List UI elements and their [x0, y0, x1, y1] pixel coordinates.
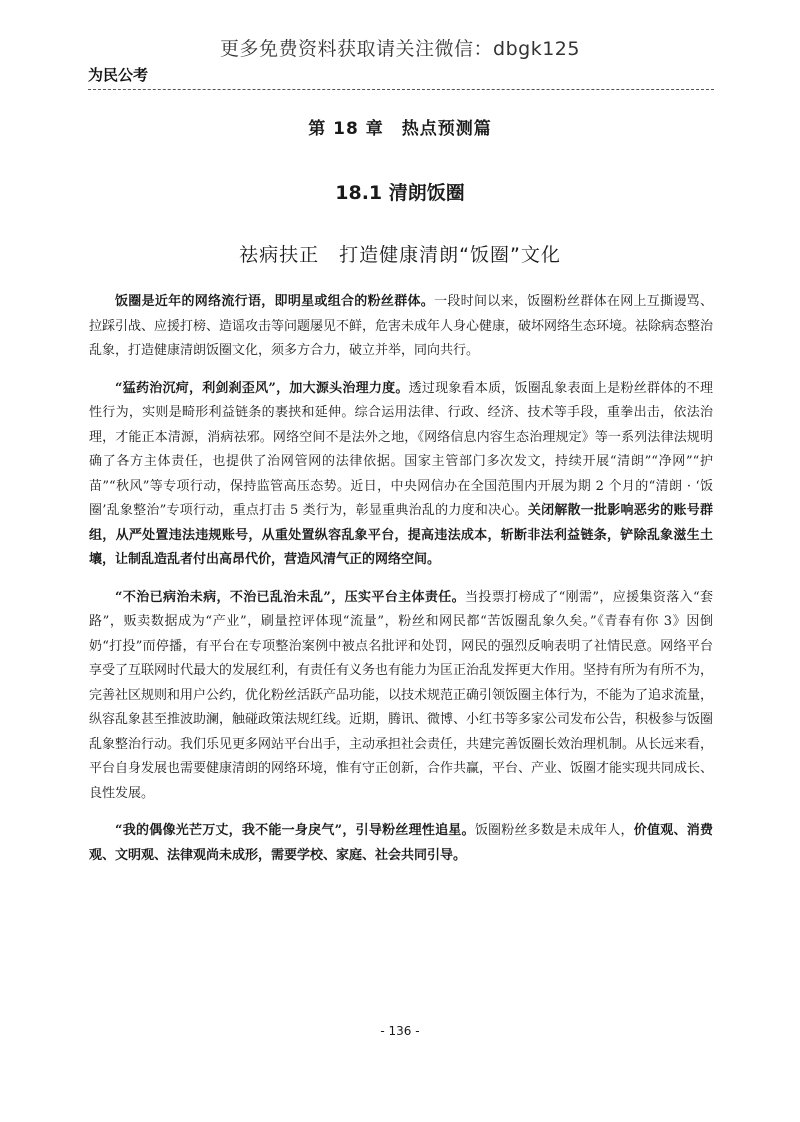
- paragraph-text: 饭圈粉丝多数是未成年人，: [474, 823, 634, 838]
- watermark-text: 更多免费资料获取请关注微信：dbgk125: [220, 38, 580, 60]
- paragraph-text: 一段时间以来，饭圈粉丝群体在网上互撕谩骂、拉踩引战、应援打榜、造谣攻击等问题屡见不鲜，危害未成年人身心健康，破坏网络生态环境。祛除病态整治乱象，打造健康清朗饭圈文化，须多方合力，破立并举，同向共行。: [89, 294, 714, 358]
- page-number: - 136 -: [380, 1024, 420, 1038]
- paragraph-bold-tail: 关闭解散一批影响恶劣的账号群组，从严处置违法违规账号，从重处置纵容乱象平台，提高违法成本，斩断非法利益链条，铲除乱象滋生土壤，让制乱造乱者付出高昂代价，营造风清气正的网络空间。: [89, 503, 713, 567]
- paragraph-lead: 饭圈是近年的网络流行语，即明星或组合的粉丝群体。: [115, 294, 435, 309]
- paragraph-bold-tail: 价值观、消费观、文明观、法律观尚未成形，需要学校、家庭、社会共同引导。: [89, 823, 713, 863]
- section-title: 18.1 清朗饭圈: [335, 182, 465, 204]
- paragraph-2: [89, 377, 713, 573]
- paragraph-text: 透过现象看本质，饭圈乱象表面上是粉丝群体的不理性行为，实则是畸形利益链条的裹挟和延伸。综合运用法律、行政、经济、技术等手段，重拳出击，依法治理，才能正本清源，消病祛邪。网络空间不是法外之地，《网络信息内容生态治理规定》等一系列法律法规明确了各方主体责任，也提供了治网管网的法律依据。国家主管部门多次发文，持续开展“清朗”“净网”“护苗”“秋风”等专项行动，保持监管高压态势。近日，中央网信办在全国范围内开展为期 2 个月的“清朗 · ‘饭圈’乱象整治”专项行动，重点打击 5 类行为，彰显重典治乱的力度和决心。: [89, 380, 713, 518]
- header-divider: [88, 89, 714, 90]
- article-title: 祛病扶正 打造健康清朗“饭圈”文化: [239, 244, 561, 266]
- paragraph-3: [89, 586, 713, 807]
- paragraph-lead: “猛药治沉疴，利剑刹歪风”，加大源头治理力度。: [115, 380, 409, 396]
- brand-logo-text: 为民公考: [88, 66, 149, 84]
- article-body: [89, 290, 713, 881]
- paragraph-4: [89, 819, 713, 868]
- paragraph-text: 当投票打榜成了“刚需”，应援集资落入“套路”，贩卖数据成为“产业”，刷量控评体现“流量”，粉丝和网民都“苦饭圈乱象久矣。”《青春有你 3》因倒奶“打投”而停播，有平台在专项整治案例中被点名批评和处罚，网民的强烈反响表明了社情民意。网络平台享受了互联网时代最大的发展红利，有责任有义务也有能力为匡正治乱发挥更大作用。坚持有所为有所不为，完善社区规则和用户公约，优化粉丝活跃产品功能，以技术规范正确引领饭圈主体行为，不能为了追求流量，纵容乱象甚至推波助澜，触碰政策法规红线。近期，腾讯、微博、小红书等多家公司发布公告，积极参与饭圈乱象整治行动。我们乐见更多网站平台出手，主动承担社会责任，共建完善饭圈长效治理机制。从长远来看，平台自身发展也需要健康清朗的网络环境，惟有守正创新，合作共赢，平台、产业、饭圈才能实现共同成长、良性发展。: [89, 589, 714, 801]
- paragraph-1: [89, 290, 713, 364]
- paragraph-lead: “不治已病治未病，不治已乱治未乱”，压实平台主体责任。: [115, 589, 465, 605]
- chapter-title: 第 18 章 热点预测篇: [308, 119, 492, 139]
- paragraph-lead: “我的偶像光芒万丈，我不能一身戾气”，引导粉丝理性追星。: [115, 823, 475, 838]
